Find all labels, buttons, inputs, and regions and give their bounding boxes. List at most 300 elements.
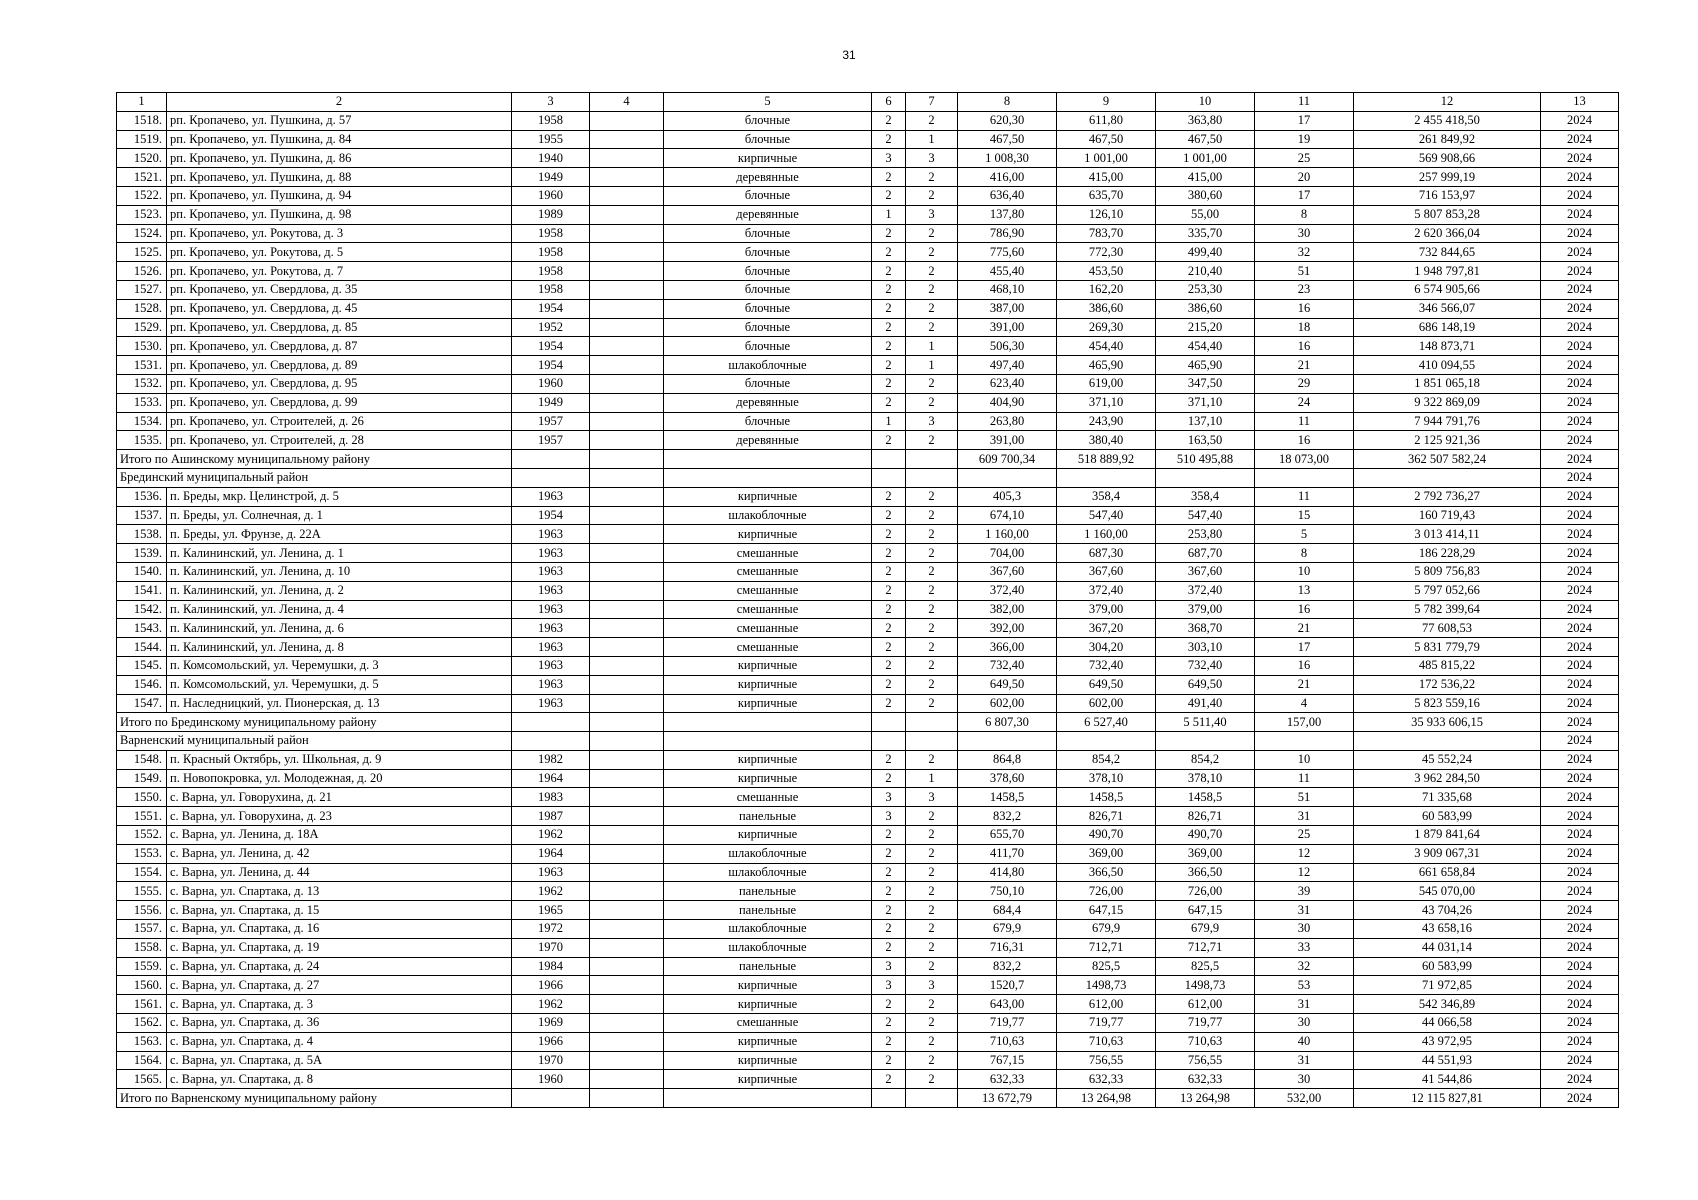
table-row <box>117 675 1619 694</box>
column-10-cell: 1498,73 <box>1156 976 1255 995</box>
column-9-cell: 126,10 <box>1057 205 1156 224</box>
column-6-cell: 2 <box>872 769 906 788</box>
address-cell: рп. Кропачево, ул. Пушкина, д. 98 <box>167 205 512 224</box>
column-4-cell <box>590 788 664 807</box>
column-13-cell: 2024 <box>1541 337 1619 356</box>
column-8-cell: 1 160,00 <box>958 525 1057 544</box>
column-6-cell: 2 <box>872 280 906 299</box>
column-8-cell: 609 700,34 <box>958 450 1057 469</box>
column-8-cell: 602,00 <box>958 694 1057 713</box>
column-8-cell: 643,00 <box>958 995 1057 1014</box>
year-cell: 1964 <box>512 844 590 863</box>
year-cell: 1970 <box>512 938 590 957</box>
empty-cell <box>664 713 872 732</box>
row-number-cell: 1547. <box>117 694 167 713</box>
column-9-cell: 386,60 <box>1057 299 1156 318</box>
column-4-cell <box>590 882 664 901</box>
empty-cell <box>958 468 1057 487</box>
column-13-cell: 2024 <box>1541 168 1619 187</box>
empty-cell <box>1156 468 1255 487</box>
year-cell: 1954 <box>512 356 590 375</box>
column-6-cell: 2 <box>872 619 906 638</box>
table-row <box>117 130 1619 149</box>
column-6-cell: 2 <box>872 882 906 901</box>
column-header: 2 <box>167 93 512 112</box>
wall-material-cell: деревянные <box>664 205 872 224</box>
table-row <box>117 525 1619 544</box>
column-11-cell: 25 <box>1255 149 1354 168</box>
column-8-cell: 6 807,30 <box>958 713 1057 732</box>
address-cell: п. Калининский, ул. Ленина, д. 8 <box>167 638 512 657</box>
year-cell: 1963 <box>512 863 590 882</box>
column-4-cell <box>590 1032 664 1051</box>
column-6-cell: 2 <box>872 1051 906 1070</box>
wall-material-cell: шлакоблочные <box>664 506 872 525</box>
address-cell: рп. Кропачево, ул. Пушкина, д. 94 <box>167 186 512 205</box>
column-13-cell: 2024 <box>1541 205 1619 224</box>
column-6-cell: 3 <box>872 807 906 826</box>
row-number-cell: 1521. <box>117 168 167 187</box>
column-12-cell: 12 115 827,81 <box>1354 1089 1541 1108</box>
row-number-cell: 1551. <box>117 807 167 826</box>
column-6-cell: 1 <box>872 412 906 431</box>
column-10-cell: 303,10 <box>1156 638 1255 657</box>
column-11-cell: 17 <box>1255 638 1354 657</box>
column-10-cell: 137,10 <box>1156 412 1255 431</box>
row-number-cell: 1528. <box>117 299 167 318</box>
column-10-cell: 710,63 <box>1156 1032 1255 1051</box>
table-row <box>117 694 1619 713</box>
column-7-cell: 2 <box>906 957 958 976</box>
empty-cell <box>664 732 872 751</box>
address-cell: п. Калининский, ул. Ленина, д. 10 <box>167 562 512 581</box>
column-13-cell: 2024 <box>1541 431 1619 450</box>
column-7-cell: 2 <box>906 844 958 863</box>
column-11-cell: 16 <box>1255 656 1354 675</box>
wall-material-cell: блочные <box>664 337 872 356</box>
table-row <box>117 600 1619 619</box>
table-row <box>117 863 1619 882</box>
column-header: 5 <box>664 93 872 112</box>
column-11-cell: 5 <box>1255 525 1354 544</box>
column-10-cell: 372,40 <box>1156 581 1255 600</box>
column-12-cell: 43 704,26 <box>1354 901 1541 920</box>
column-10-cell: 366,50 <box>1156 863 1255 882</box>
column-9-cell: 611,80 <box>1057 111 1156 130</box>
year-cell: 1954 <box>512 299 590 318</box>
row-number-cell: 1563. <box>117 1032 167 1051</box>
column-9-cell: 679,9 <box>1057 920 1156 939</box>
empty-cell <box>590 713 664 732</box>
column-8-cell: 864,8 <box>958 750 1057 769</box>
column-8-cell: 623,40 <box>958 374 1057 393</box>
column-4-cell <box>590 280 664 299</box>
column-11-cell: 29 <box>1255 374 1354 393</box>
column-7-cell: 2 <box>906 544 958 563</box>
empty-cell <box>664 1089 872 1108</box>
row-number-cell: 1539. <box>117 544 167 563</box>
address-cell: п. Калининский, ул. Ленина, д. 6 <box>167 619 512 638</box>
column-7-cell: 2 <box>906 863 958 882</box>
column-4-cell <box>590 844 664 863</box>
column-10-cell: 647,15 <box>1156 901 1255 920</box>
column-11-cell: 18 <box>1255 318 1354 337</box>
row-number-cell: 1526. <box>117 262 167 281</box>
column-8-cell: 378,60 <box>958 769 1057 788</box>
column-header: 4 <box>590 93 664 112</box>
column-9-cell: 367,20 <box>1057 619 1156 638</box>
column-7-cell: 2 <box>906 638 958 657</box>
empty-cell <box>906 1089 958 1108</box>
wall-material-cell: блочные <box>664 111 872 130</box>
column-12-cell: 60 583,99 <box>1354 957 1541 976</box>
column-7-cell: 3 <box>906 976 958 995</box>
column-header: 3 <box>512 93 590 112</box>
column-9-cell: 726,00 <box>1057 882 1156 901</box>
wall-material-cell: смешанные <box>664 600 872 619</box>
section-label-cell: Брединский муниципальный район <box>117 468 512 487</box>
column-7-cell: 3 <box>906 788 958 807</box>
column-4-cell <box>590 920 664 939</box>
column-12-cell: 71 335,68 <box>1354 788 1541 807</box>
address-cell: рп. Кропачево, ул. Пушкина, д. 84 <box>167 130 512 149</box>
column-11-cell: 23 <box>1255 280 1354 299</box>
column-7-cell: 2 <box>906 920 958 939</box>
column-7-cell: 2 <box>906 186 958 205</box>
column-11-cell: 32 <box>1255 957 1354 976</box>
column-10-cell: 726,00 <box>1156 882 1255 901</box>
column-6-cell: 2 <box>872 694 906 713</box>
column-12-cell: 410 094,55 <box>1354 356 1541 375</box>
address-cell: рп. Кропачево, ул. Свердлова, д. 87 <box>167 337 512 356</box>
wall-material-cell: шлакоблочные <box>664 844 872 863</box>
table-row <box>117 581 1619 600</box>
column-11-cell: 21 <box>1255 675 1354 694</box>
row-number-cell: 1545. <box>117 656 167 675</box>
column-6-cell: 2 <box>872 186 906 205</box>
total-label-cell: Итого по Ашинскому муниципальному району <box>117 450 512 469</box>
wall-material-cell: блочные <box>664 262 872 281</box>
row-number-cell: 1531. <box>117 356 167 375</box>
year-cell: 1962 <box>512 995 590 1014</box>
empty-cell <box>872 732 906 751</box>
table-row <box>117 149 1619 168</box>
column-9-cell: 518 889,92 <box>1057 450 1156 469</box>
column-10-cell: 547,40 <box>1156 506 1255 525</box>
wall-material-cell: шлакоблочные <box>664 356 872 375</box>
column-8-cell: 506,30 <box>958 337 1057 356</box>
page-number: 31 <box>842 48 856 62</box>
wall-material-cell: блочные <box>664 318 872 337</box>
column-10-cell: 467,50 <box>1156 130 1255 149</box>
column-9-cell: 378,10 <box>1057 769 1156 788</box>
column-10-cell: 415,00 <box>1156 168 1255 187</box>
row-number-cell: 1525. <box>117 243 167 262</box>
column-10-cell: 253,30 <box>1156 280 1255 299</box>
column-11-cell: 15 <box>1255 506 1354 525</box>
address-cell: п. Красный Октябрь, ул. Школьная, д. 9 <box>167 750 512 769</box>
column-11-cell: 16 <box>1255 299 1354 318</box>
column-9-cell: 490,70 <box>1057 826 1156 845</box>
column-11-cell: 12 <box>1255 863 1354 882</box>
column-7-cell: 1 <box>906 769 958 788</box>
address-cell: с. Варна, ул. Спартака, д. 4 <box>167 1032 512 1051</box>
column-10-cell: 679,9 <box>1156 920 1255 939</box>
column-7-cell: 2 <box>906 506 958 525</box>
column-11-cell: 16 <box>1255 431 1354 450</box>
table-row <box>117 1032 1619 1051</box>
column-9-cell: 854,2 <box>1057 750 1156 769</box>
wall-material-cell: смешанные <box>664 619 872 638</box>
column-10-cell: 712,71 <box>1156 938 1255 957</box>
column-11-cell: 39 <box>1255 882 1354 901</box>
table-row <box>117 205 1619 224</box>
wall-material-cell: смешанные <box>664 788 872 807</box>
column-8-cell: 392,00 <box>958 619 1057 638</box>
column-7-cell: 1 <box>906 356 958 375</box>
wall-material-cell: блочные <box>664 299 872 318</box>
column-13-cell: 2024 <box>1541 807 1619 826</box>
row-number-cell: 1520. <box>117 149 167 168</box>
column-9-cell: 1458,5 <box>1057 788 1156 807</box>
column-10-cell: 732,40 <box>1156 656 1255 675</box>
column-6-cell: 2 <box>872 826 906 845</box>
column-header: 6 <box>872 93 906 112</box>
column-11-cell: 30 <box>1255 1070 1354 1089</box>
column-8-cell: 468,10 <box>958 280 1057 299</box>
column-6-cell: 1 <box>872 205 906 224</box>
column-7-cell: 2 <box>906 995 958 1014</box>
row-number-cell: 1519. <box>117 130 167 149</box>
column-8-cell: 732,40 <box>958 656 1057 675</box>
wall-material-cell: деревянные <box>664 431 872 450</box>
column-4-cell <box>590 205 664 224</box>
row-number-cell: 1561. <box>117 995 167 1014</box>
column-6-cell: 2 <box>872 901 906 920</box>
column-9-cell: 304,20 <box>1057 638 1156 657</box>
column-7-cell: 2 <box>906 882 958 901</box>
column-10-cell: 5 511,40 <box>1156 713 1255 732</box>
column-10-cell: 380,60 <box>1156 186 1255 205</box>
wall-material-cell: блочные <box>664 130 872 149</box>
table-row <box>117 1051 1619 1070</box>
column-4-cell <box>590 1014 664 1033</box>
column-4-cell <box>590 149 664 168</box>
column-6-cell: 2 <box>872 318 906 337</box>
column-8-cell: 467,50 <box>958 130 1057 149</box>
column-8-cell: 1 008,30 <box>958 149 1057 168</box>
empty-cell <box>512 732 590 751</box>
column-11-cell: 30 <box>1255 1014 1354 1033</box>
column-10-cell: 465,90 <box>1156 356 1255 375</box>
empty-cell <box>958 732 1057 751</box>
address-cell: с. Варна, ул. Спартака, д. 27 <box>167 976 512 995</box>
column-11-cell: 532,00 <box>1255 1089 1354 1108</box>
wall-material-cell: шлакоблочные <box>664 863 872 882</box>
column-8-cell: 367,60 <box>958 562 1057 581</box>
column-7-cell: 1 <box>906 130 958 149</box>
column-13-cell: 2024 <box>1541 149 1619 168</box>
column-10-cell: 499,40 <box>1156 243 1255 262</box>
column-13-cell: 2024 <box>1541 638 1619 657</box>
empty-cell <box>1057 468 1156 487</box>
year-cell: 1983 <box>512 788 590 807</box>
column-8-cell: 632,33 <box>958 1070 1057 1089</box>
column-11-cell: 53 <box>1255 976 1354 995</box>
column-header: 13 <box>1541 93 1619 112</box>
column-4-cell <box>590 186 664 205</box>
column-10-cell: 13 264,98 <box>1156 1089 1255 1108</box>
column-10-cell: 363,80 <box>1156 111 1255 130</box>
column-9-cell: 465,90 <box>1057 356 1156 375</box>
column-4-cell <box>590 111 664 130</box>
column-13-cell: 2024 <box>1541 356 1619 375</box>
address-cell: п. Бреды, мкр. Целинстрой, д. 5 <box>167 487 512 506</box>
column-12-cell: 6 574 905,66 <box>1354 280 1541 299</box>
column-13-cell: 2024 <box>1541 186 1619 205</box>
column-11-cell: 18 073,00 <box>1255 450 1354 469</box>
column-9-cell: 13 264,98 <box>1057 1089 1156 1108</box>
column-12-cell: 661 658,84 <box>1354 863 1541 882</box>
column-7-cell: 2 <box>906 750 958 769</box>
column-10-cell: 1458,5 <box>1156 788 1255 807</box>
wall-material-cell: смешанные <box>664 544 872 563</box>
wall-material-cell: панельные <box>664 882 872 901</box>
empty-cell <box>1354 468 1541 487</box>
wall-material-cell: кирпичные <box>664 976 872 995</box>
column-6-cell: 2 <box>872 600 906 619</box>
row-number-cell: 1536. <box>117 487 167 506</box>
row-number-cell: 1546. <box>117 675 167 694</box>
table-row <box>117 299 1619 318</box>
total-label-cell: Итого по Варненскому муниципальному району <box>117 1089 512 1108</box>
column-12-cell: 77 608,53 <box>1354 619 1541 638</box>
column-4-cell <box>590 1070 664 1089</box>
column-7-cell: 2 <box>906 562 958 581</box>
column-13-cell: 2024 <box>1541 262 1619 281</box>
year-cell: 1962 <box>512 826 590 845</box>
column-9-cell: 369,00 <box>1057 844 1156 863</box>
year-cell: 1963 <box>512 600 590 619</box>
column-9-cell: 612,00 <box>1057 995 1156 1014</box>
column-4-cell <box>590 675 664 694</box>
column-6-cell: 2 <box>872 393 906 412</box>
column-10-cell: 756,55 <box>1156 1051 1255 1070</box>
column-8-cell: 1520,7 <box>958 976 1057 995</box>
column-13-cell: 2024 <box>1541 318 1619 337</box>
row-number-cell: 1534. <box>117 412 167 431</box>
column-8-cell: 679,9 <box>958 920 1057 939</box>
column-8-cell: 636,40 <box>958 186 1057 205</box>
column-11-cell: 32 <box>1255 243 1354 262</box>
address-cell: рп. Кропачево, ул. Рокутова, д. 7 <box>167 262 512 281</box>
year-cell: 1940 <box>512 149 590 168</box>
wall-material-cell: смешанные <box>664 562 872 581</box>
column-11-cell: 11 <box>1255 769 1354 788</box>
column-13-cell: 2024 <box>1541 957 1619 976</box>
address-cell: рп. Кропачево, ул. Свердлова, д. 45 <box>167 299 512 318</box>
column-12-cell: 60 583,99 <box>1354 807 1541 826</box>
column-4-cell <box>590 562 664 581</box>
table-row <box>117 487 1619 506</box>
column-8-cell: 719,77 <box>958 1014 1057 1033</box>
column-7-cell: 2 <box>906 393 958 412</box>
row-number-cell: 1554. <box>117 863 167 882</box>
column-12-cell: 44 031,14 <box>1354 938 1541 957</box>
wall-material-cell: блочные <box>664 243 872 262</box>
address-cell: с. Варна, ул. Спартака, д. 8 <box>167 1070 512 1089</box>
column-10-cell: 210,40 <box>1156 262 1255 281</box>
table-row <box>117 243 1619 262</box>
year-cell: 1955 <box>512 130 590 149</box>
column-4-cell <box>590 393 664 412</box>
column-6-cell: 2 <box>872 243 906 262</box>
column-4-cell <box>590 619 664 638</box>
empty-cell <box>512 468 590 487</box>
row-number-cell: 1518. <box>117 111 167 130</box>
column-12-cell: 569 908,66 <box>1354 149 1541 168</box>
column-8-cell: 414,80 <box>958 863 1057 882</box>
wall-material-cell: деревянные <box>664 168 872 187</box>
address-cell: рп. Кропачево, ул. Пушкина, д. 88 <box>167 168 512 187</box>
address-cell: рп. Кропачево, ул. Свердлова, д. 95 <box>167 374 512 393</box>
wall-material-cell: шлакоблочные <box>664 938 872 957</box>
column-10-cell: 687,70 <box>1156 544 1255 563</box>
column-12-cell: 160 719,43 <box>1354 506 1541 525</box>
year-cell: 1964 <box>512 769 590 788</box>
empty-cell <box>1156 732 1255 751</box>
year-cell: 1963 <box>512 525 590 544</box>
column-4-cell <box>590 262 664 281</box>
column-8-cell: 411,70 <box>958 844 1057 863</box>
column-13-cell: 2024 <box>1541 863 1619 882</box>
column-10-cell: 367,60 <box>1156 562 1255 581</box>
wall-material-cell: кирпичные <box>664 1070 872 1089</box>
column-8-cell: 137,80 <box>958 205 1057 224</box>
column-12-cell: 1 948 797,81 <box>1354 262 1541 281</box>
column-7-cell: 2 <box>906 487 958 506</box>
column-7-cell: 2 <box>906 299 958 318</box>
column-12-cell: 545 070,00 <box>1354 882 1541 901</box>
row-number-cell: 1523. <box>117 205 167 224</box>
address-cell: п. Калининский, ул. Ленина, д. 1 <box>167 544 512 563</box>
column-13-cell: 2024 <box>1541 111 1619 130</box>
year-cell: 1970 <box>512 1051 590 1070</box>
empty-cell <box>872 1089 906 1108</box>
address-cell: п. Калининский, ул. Ленина, д. 4 <box>167 600 512 619</box>
column-4-cell <box>590 863 664 882</box>
column-8-cell: 716,31 <box>958 938 1057 957</box>
column-10-cell: 253,80 <box>1156 525 1255 544</box>
column-12-cell: 5 797 052,66 <box>1354 581 1541 600</box>
column-9-cell: 371,10 <box>1057 393 1156 412</box>
year-cell: 1963 <box>512 544 590 563</box>
column-9-cell: 6 527,40 <box>1057 713 1156 732</box>
row-number-cell: 1542. <box>117 600 167 619</box>
year-cell: 1960 <box>512 374 590 393</box>
year-cell: 1969 <box>512 1014 590 1033</box>
column-13-cell: 2024 <box>1541 976 1619 995</box>
table-row <box>117 750 1619 769</box>
column-header: 1 <box>117 93 167 112</box>
column-10-cell: 371,10 <box>1156 393 1255 412</box>
address-cell: рп. Кропачево, ул. Свердлова, д. 35 <box>167 280 512 299</box>
wall-material-cell: смешанные <box>664 638 872 657</box>
column-7-cell: 2 <box>906 656 958 675</box>
column-11-cell: 13 <box>1255 581 1354 600</box>
column-13-cell: 2024 <box>1541 750 1619 769</box>
column-7-cell: 2 <box>906 694 958 713</box>
